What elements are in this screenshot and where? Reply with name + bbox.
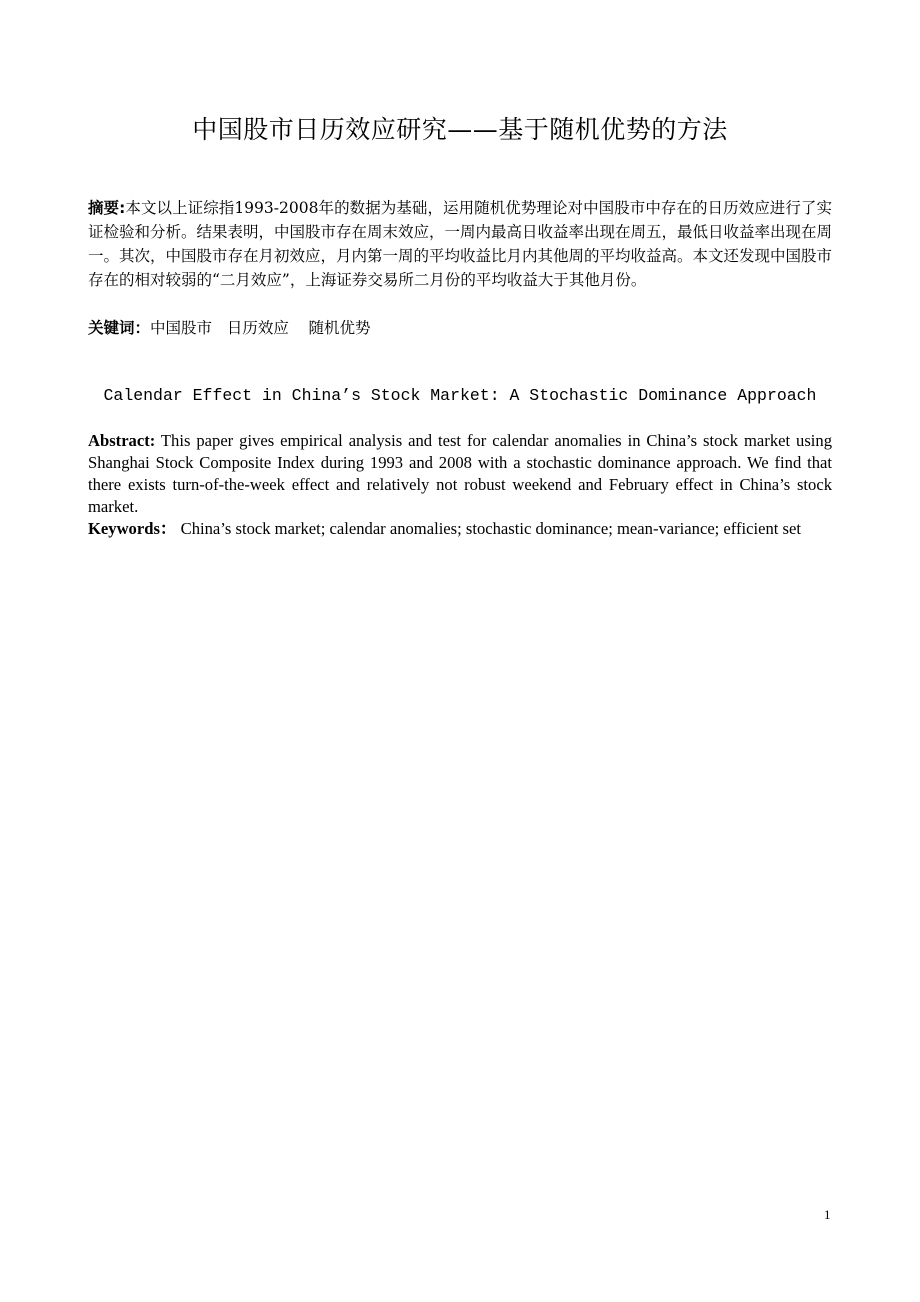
english-keywords — [88, 518, 832, 540]
page-number: 1 — [824, 1207, 831, 1222]
chinese-abstract — [88, 196, 832, 292]
chinese-keywords-label: 关键词： — [88, 319, 151, 337]
english-title: Calendar Effect in China’s Stock Market: A Stochastic Dominance Approach — [103, 386, 817, 405]
english-abstract-label: Abstract: — [88, 431, 156, 450]
chinese-keyword-3: 随机优势 — [308, 319, 371, 337]
english-abstract-text: This paper gives empirical analysis and test for calendar anomalies in China’s stock market using Shanghai Stock Composite Index during 1993 and 2008 with a stochastic dominance approach. We find that there exists turn-of-the-week effect and relatively not robust weekend and February effect in China’s stock market. — [88, 431, 832, 516]
chinese-abstract-label: 摘要: — [88, 199, 126, 217]
chinese-abstract-text: 本文以上证综指1993-2008年的数据为基础，运用随机优势理论对中国股市中存在的日历效应进行了实证检验和分析。结果表明，中国股市存在周末效应，一周内最高日收益率出现在周五，最低日收益率出现在周一。其次，中国股市存在月初效应，月内第一周的平均收益比月内其他周的平均收益高。本文还发现中国股市存在的相对较弱的“二月效应”，上海证券交易所二月份的平均收益大于其他月份。 — [88, 199, 833, 289]
chinese-keyword-2: 日历效应 — [226, 319, 289, 337]
english-abstract — [88, 430, 832, 518]
chinese-keyword-1: 中国股市 — [150, 319, 213, 337]
chinese-keywords — [88, 316, 371, 340]
english-keywords-label: Keywords： — [88, 519, 177, 538]
chinese-title: 中国股市日历效应研究——基于随机优势的方法 — [192, 115, 728, 144]
english-keywords-text: China’s stock market; calendar anomalies; stochastic dominance; mean-variance; efficient set — [180, 519, 801, 538]
